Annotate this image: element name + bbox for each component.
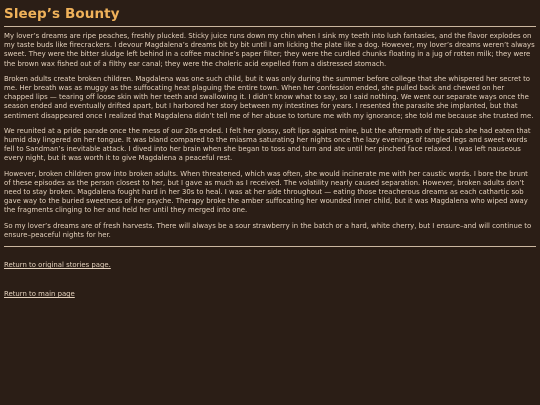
return-to-main-link[interactable]: Return to main page bbox=[4, 290, 75, 299]
title-divider bbox=[4, 26, 536, 27]
story-paragraph-5: So my lover’s dreams are of fresh harvests. There will always be a sour strawberry in the batch or a hard, white cherry, but I ensure–and will continue to ensure–peaceful nights for her. bbox=[4, 221, 532, 239]
story-paragraph-2: Broken adults create broken children. Magdalena was one such child, but it was only during the summer before college that she whispered her secret to me. Her breath was as muggy as the suffocating heat plaguing the entire town. When her confession ended, she pulled back and chewed on her chapped lips — tearing off loose skin with her teeth and swallowing it. I didn’t know what to say, so I said nothing. We went our separate ways once the season ended and eventually drifted apart, but I harbored her story between my intestines for years. I resented the parasite she implanted, but that sentiment disappeared once I realized that Magdalena didn’t tell me of her abuse to torture me with my ignorance; she told me because she trusted me. bbox=[4, 74, 534, 120]
main-link-line bbox=[4, 281, 536, 300]
return-to-stories-link[interactable]: Return to original stories page. bbox=[4, 261, 111, 270]
story-paragraph-1: My lover’s dreams are ripe peaches, freshly plucked. Sticky juice runs down my chin when I sink my teeth into lush fantasies, and the flavor explodes on my taste buds like firecrackers. I devour Magdalena’s dreams bit by bit until I am licking the plate like a dog. However, my lover’s dreams weren’t always sweet. They were the bitter sludge left behind in a coffee machine’s paper filter; they were the curdled chunks floating in a jug of rotten milk; they were the brown wax fished out of a filthy ear canal; they were the choleric acid expelled from a distressed stomach. bbox=[4, 32, 535, 68]
footer-divider bbox=[4, 246, 536, 247]
page-title: Sleep’s Bounty bbox=[4, 6, 120, 22]
stories-link-line bbox=[4, 252, 536, 271]
story-paragraph-4: However, broken children grow into broken adults. When threatened, which was often, she would incinerate me with her caustic words. I bore the brunt of these episodes as the person closest to her, but I gave as much as I received. The volatility nearly caused separation. However, broken adults don’t need to stay broken. Magdalena fought hard in her 30s to heal. I was at her side throughout — eating those treacherous dreams as each cathartic sob gave way to the buried sweetness of her psyche. Therapy broke the amber suffocating her wounded inner child, but it was Magdalena who wiped away the fragments clinging to her and held her until they merged into one. bbox=[4, 169, 528, 215]
story-paragraph-3: We reunited at a pride parade once the mess of our 20s ended. I felt her glossy, soft lips against mine, but the aftermath of the scab she had eaten that humid day lingered on her tongue. It was bland compared to the miasma saturating her nights once the lazy evenings of tangled legs and sweet words fell to Sandman’s inevitable attack. I dived into her brain when she began to toss and turn and ate until her pinched face relaxed. I was left nauseous every night, but it was worth it to give Magdalena a peaceful rest. bbox=[4, 126, 531, 163]
story-body bbox=[4, 32, 536, 240]
footer-links bbox=[4, 252, 536, 300]
